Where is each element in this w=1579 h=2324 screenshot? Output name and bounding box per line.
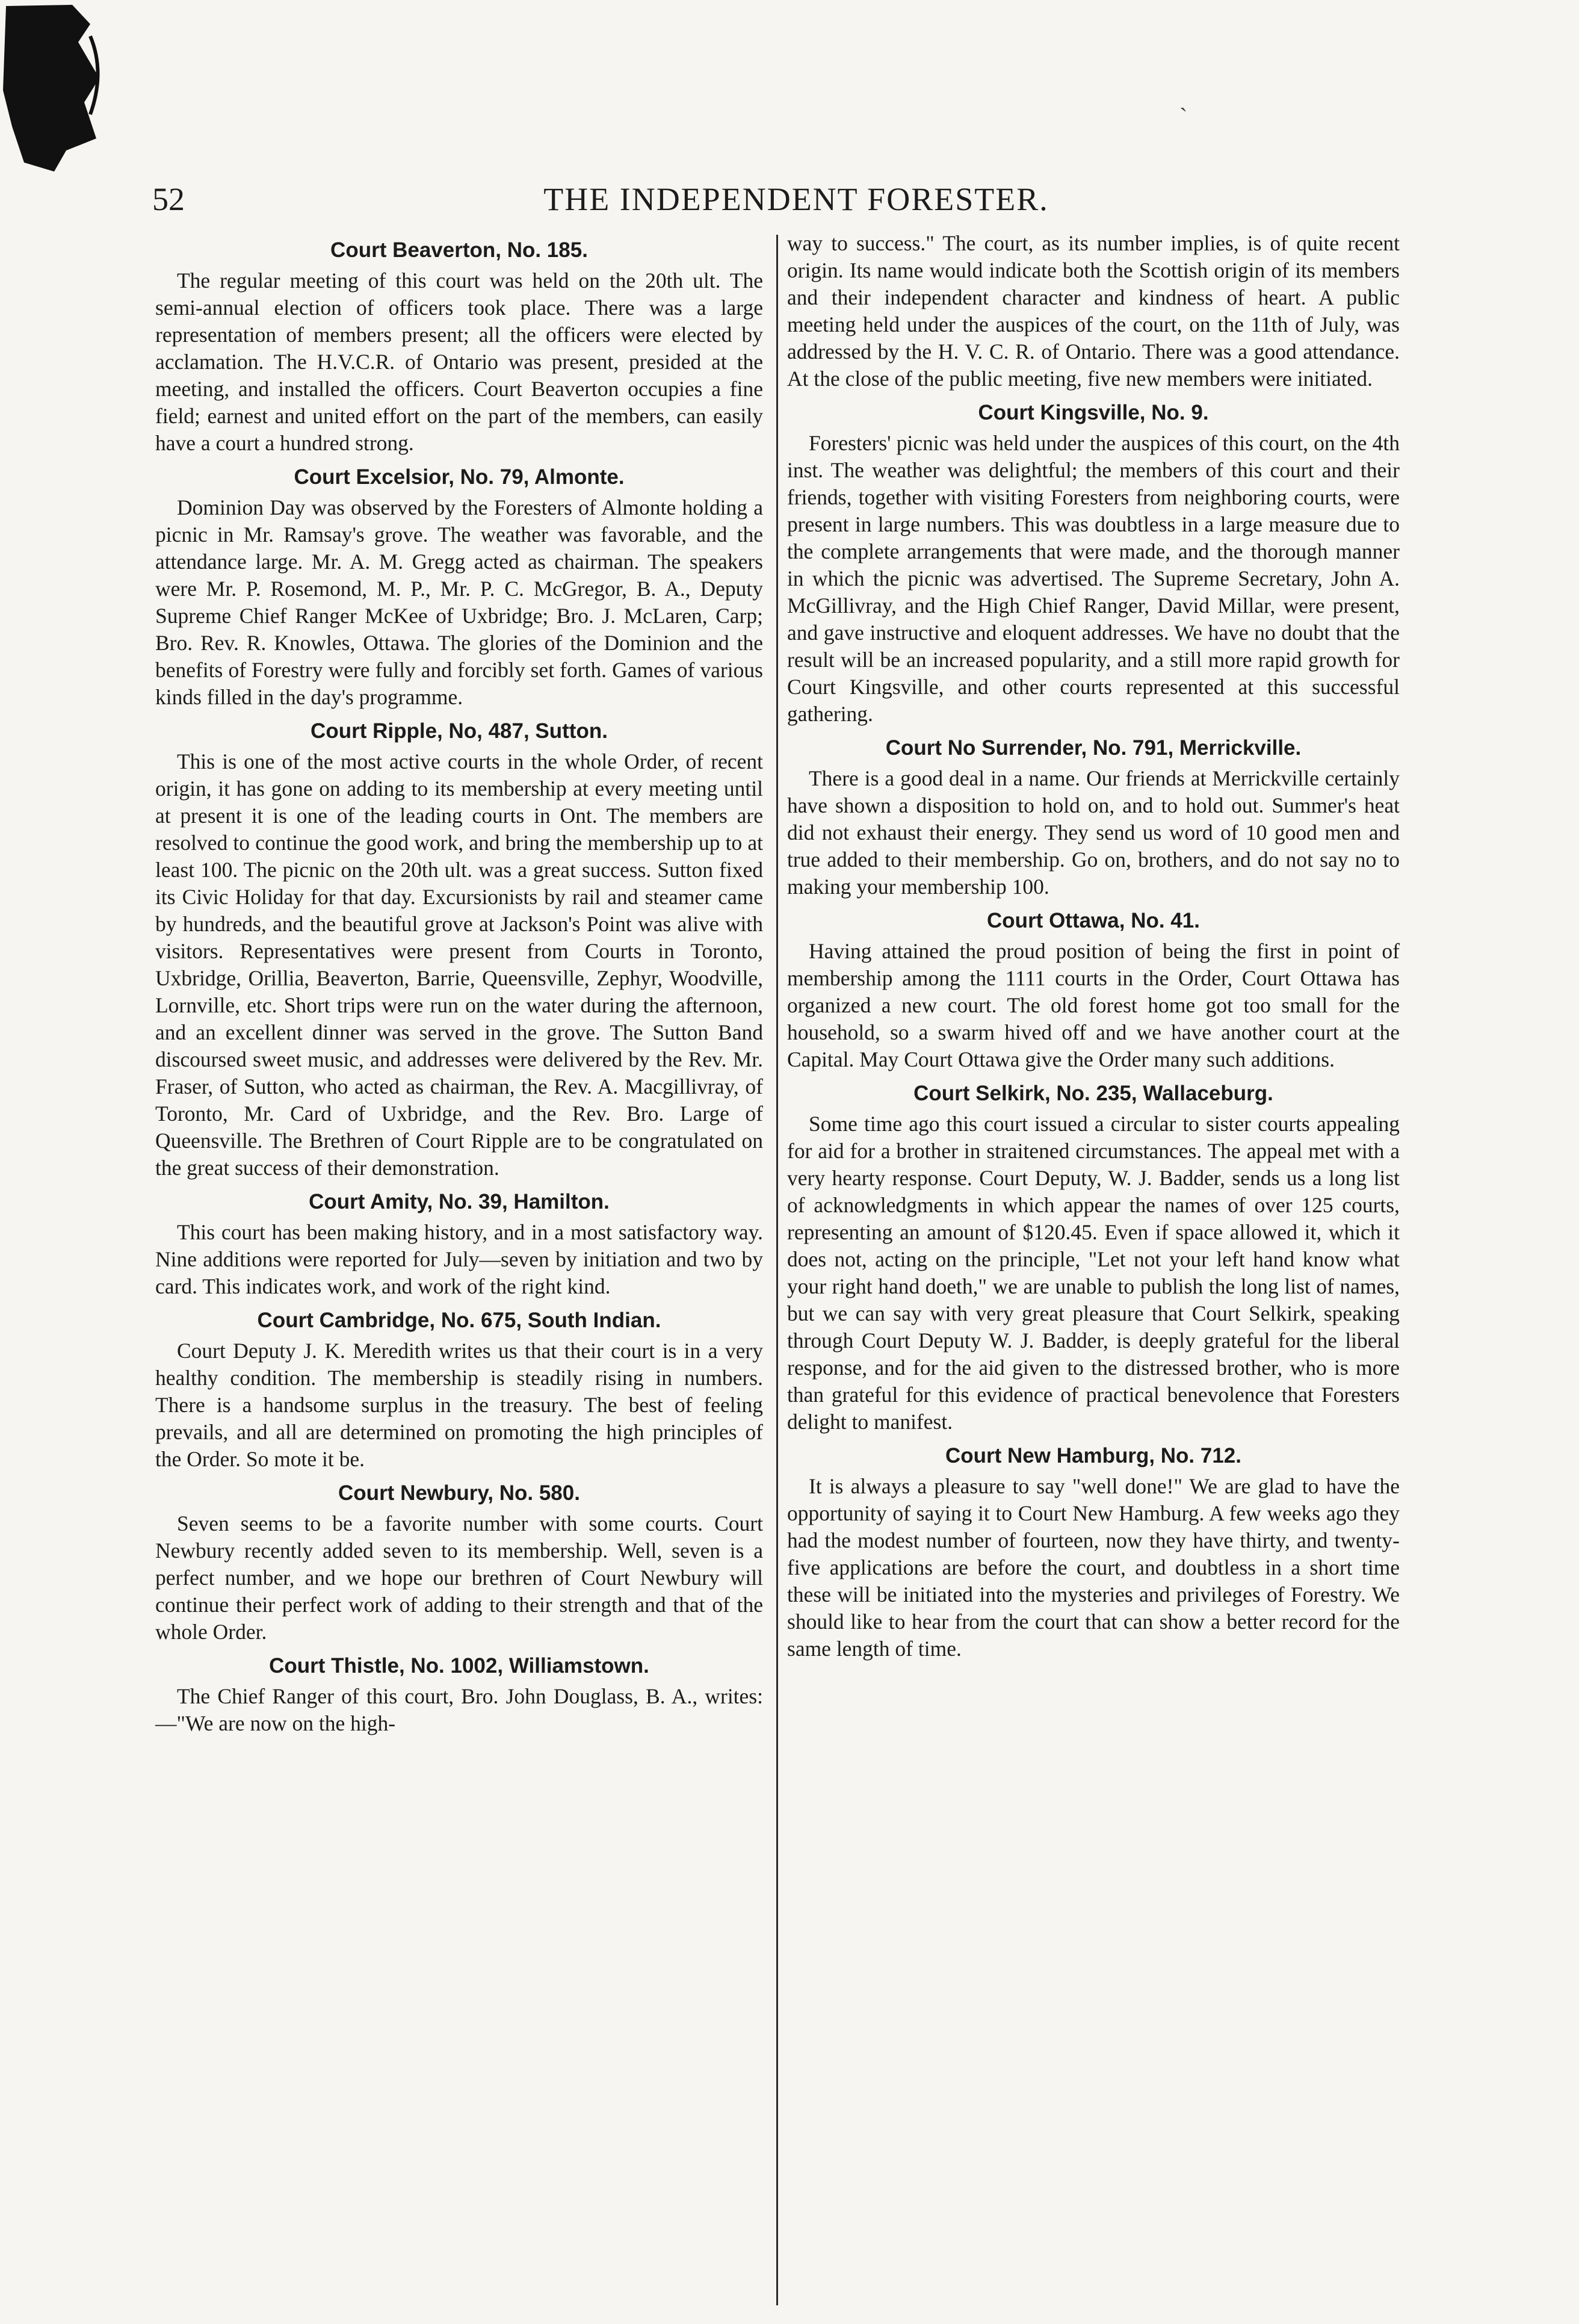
article-court-cambridge — [155, 1307, 763, 1473]
article-body: Having attained the proud position of being the first in point of membership among the 1111 courts in the Order, Court Ottawa has organized a new court. The old forest home got too small for the household, so a swarm hived off and we have another court at the Capital. May Court Ottawa give the Order many such additions. — [787, 939, 1400, 1071]
page-header — [152, 181, 1440, 226]
article-court-new-hamburg — [787, 1443, 1400, 1662]
article-court-ripple — [155, 718, 763, 1182]
article-heading: Court Selkirk, No. 235, Wallaceburg. — [913, 1082, 1273, 1105]
left-column — [155, 230, 763, 1737]
article-heading: Court Thistle, No. 1002, Williamstown. — [269, 1654, 649, 1678]
article-court-thistle-continued — [787, 230, 1400, 392]
article-body: Some time ago this court issued a circular to sister courts appealing for aid for a brother in straitened circumstances. The appeal met with a very hearty response. Court Deputy, W. J. Badder, sends us a long list of acknowledgments in which appear the names of over 125 courts, representing an amount of $120.45. Even if space allowed it, which it does not, acting on the principle, "Let not your left hand know what your right hand doeth," we are unable to publish the long list of names, but we can say with very great pleasure that Court Selkirk, speaking through Court Deputy W. J. Badder, is deeply grateful for the liberal response, and for the aid given to the distressed brother, who is more than grateful for this evidence of practical benevolence that Foresters delight to manifest. — [787, 1112, 1400, 1434]
corner-ink-blot — [0, 0, 105, 172]
article-court-thistle — [155, 1653, 763, 1737]
article-heading: Court New Hamburg, No. 712. — [945, 1444, 1242, 1467]
article-body: It is always a pleasure to say "well done!" We are glad to have the opportunity of saying it to Court New Hamburg. A few weeks ago they had the modest number of fourteen, now they have thirty, and twenty-five applications are before the court, and doubtless in a short time these will be initiated into the mysteries and privileges of Forestry. We should like to hear from the court that can show a better record for the same length of time. — [787, 1474, 1400, 1661]
article-body: This court has been making history, and in a most satisfactory way. Nine additions were reported for July—seven by initiation and two by card. This indicates work, and work of the right kind. — [155, 1220, 763, 1298]
article-body: Foresters' picnic was held under the auspices of this court, on the 4th inst. The weather was delightful; the members of this court and their friends, together with visiting Foresters from neighboring courts, were present in large numbers. This was doubtless in a large measure due to the complete arrangements that were made, and the thorough manner in which the picnic was advertised. The Supreme Secretary, John A. McGillivray, and the High Chief Ranger, David Millar, were present, and gave instructive and eloquent addresses. We have no doubt that the result will be an increased popularity, and a still more rapid growth for Court Kingsville, and other courts represented at this successful gathering. — [787, 431, 1400, 726]
article-heading: Court Beaverton, No. 185. — [330, 238, 588, 262]
article-court-newbury — [155, 1480, 763, 1646]
article-court-ottawa — [787, 908, 1400, 1073]
article-court-kingsville — [787, 400, 1400, 728]
article-court-selkirk — [787, 1080, 1400, 1436]
article-heading: Court Excelsior, No. 79, Almonte. — [294, 465, 625, 489]
column-divider — [776, 235, 778, 2305]
article-court-amity — [155, 1189, 763, 1300]
article-body: Seven seems to be a favorite number with some courts. Court Newbury recently added seven to its membership. Well, seven is a perfect number, and we hope our brethren of Court Newbury will continue their perfect work of adding to their strength and that of the whole Order. — [155, 1511, 763, 1644]
article-body: Dominion Day was observed by the Foresters of Almonte holding a picnic in Mr. Ramsay's grove. The weather was favorable, and the attendance large. Mr. A. M. Gregg acted as chairman. The speakers were Mr. P. Rosemond, M. P., Mr. P. C. McGregor, B. A., Deputy Supreme Chief Ranger McKee of Uxbridge; Bro. J. McLaren, Carp; Bro. Rev. R. Knowles, Ottawa. The glories of the Dominion and the benefits of Forestry were fully and forcibly set forth. Games of various kinds filled in the day's programme. — [155, 495, 763, 709]
article-body: The regular meeting of this court was held on the 20th ult. The semi-annual election of officers took place. There was a large representation of members present; all the officers were elected by acclamation. The H.V.C.R. of Ontario was present, presided at the meeting, and installed the officers. Court Beaverton occupies a fine field; earnest and united effort on the part of the members, can easily have a court a hundred strong. — [155, 268, 763, 455]
article-body: way to success." The court, as its number implies, is of quite recent origin. Its name would indicate both the Scottish origin of its members and their independent character and kindness of heart. A public meeting held under the auspices of the court, on the 11th of July, was addressed by the H. V. C. R. of Ontario. There was a good attendance. At the close of the public meeting, five new members were initiated. — [787, 231, 1400, 391]
article-heading: Court Amity, No. 39, Hamilton. — [309, 1190, 610, 1213]
article-heading: Court Ripple, No, 487, Sutton. — [311, 719, 608, 743]
scan-mark: ` — [1179, 103, 1188, 130]
article-court-beaverton — [155, 237, 763, 457]
article-heading: Court Newbury, No. 580. — [338, 1481, 580, 1505]
article-heading: Court No Surrender, No. 791, Merrickville. — [885, 736, 1302, 760]
article-body: Court Deputy J. K. Meredith writes us that their court is in a very healthy condition. The membership is steadily rising in numbers. There is a handsome surplus in the treasury. The best of feeling prevails, and all are determined on promoting the high principles of the Order. So mote it be. — [155, 1339, 763, 1471]
article-court-excelsior — [155, 464, 763, 711]
article-body: The Chief Ranger of this court, Bro. John Douglass, B. A., writes:—"We are now on the high- — [155, 1684, 763, 1735]
article-body: There is a good deal in a name. Our friends at Merrickville certainly have shown a disposition to hold on, and to hold out. Summer's heat did not exhaust their energy. They send us word of 10 good men and true added to their membership. Go on, brothers, and do not say no to making your membership 100. — [787, 766, 1400, 899]
article-body: This is one of the most active courts in the whole Order, of recent origin, it has gone on adding to its membership at every meeting until at present it is one of the leading courts in Ont. The members are resolved to continue the good work, and bring the membership up to at least 100. The picnic on the 20th ult. was a great success. Sutton fixed its Civic Holiday for that day. Excursionists by rail and steamer came by hundreds, and the beautiful grove at Jackson's Point was alive with visitors. Representatives were present from Courts in Toronto, Uxbridge, Orillia, Beaverton, Barrie, Queensville, Zephyr, Woodville, Lornville, etc. Short trips were run on the water during the afternoon, and an excellent dinner was served in the grove. The Sutton Band discoursed sweet music, and addresses were delivered by the Rev. Mr. Fraser, of Sutton, who acted as chairman, the Rev. A. Macgillivray, of Toronto, Mr. Card of Uxbridge, and the Rev. Bro. Large of Queensville. The Brethren of Court Ripple are to be congratulated on the great success of their demonstration. — [155, 749, 763, 1180]
article-court-no-surrender — [787, 735, 1400, 900]
right-column — [787, 230, 1400, 1662]
article-heading: Court Kingsville, No. 9. — [978, 401, 1209, 424]
page-number: 52 — [152, 181, 185, 217]
article-heading: Court Ottawa, No. 41. — [987, 909, 1200, 932]
running-title: THE INDEPENDENT FORESTER. — [543, 181, 1049, 217]
article-heading: Court Cambridge, No. 675, South Indian. — [257, 1309, 661, 1332]
